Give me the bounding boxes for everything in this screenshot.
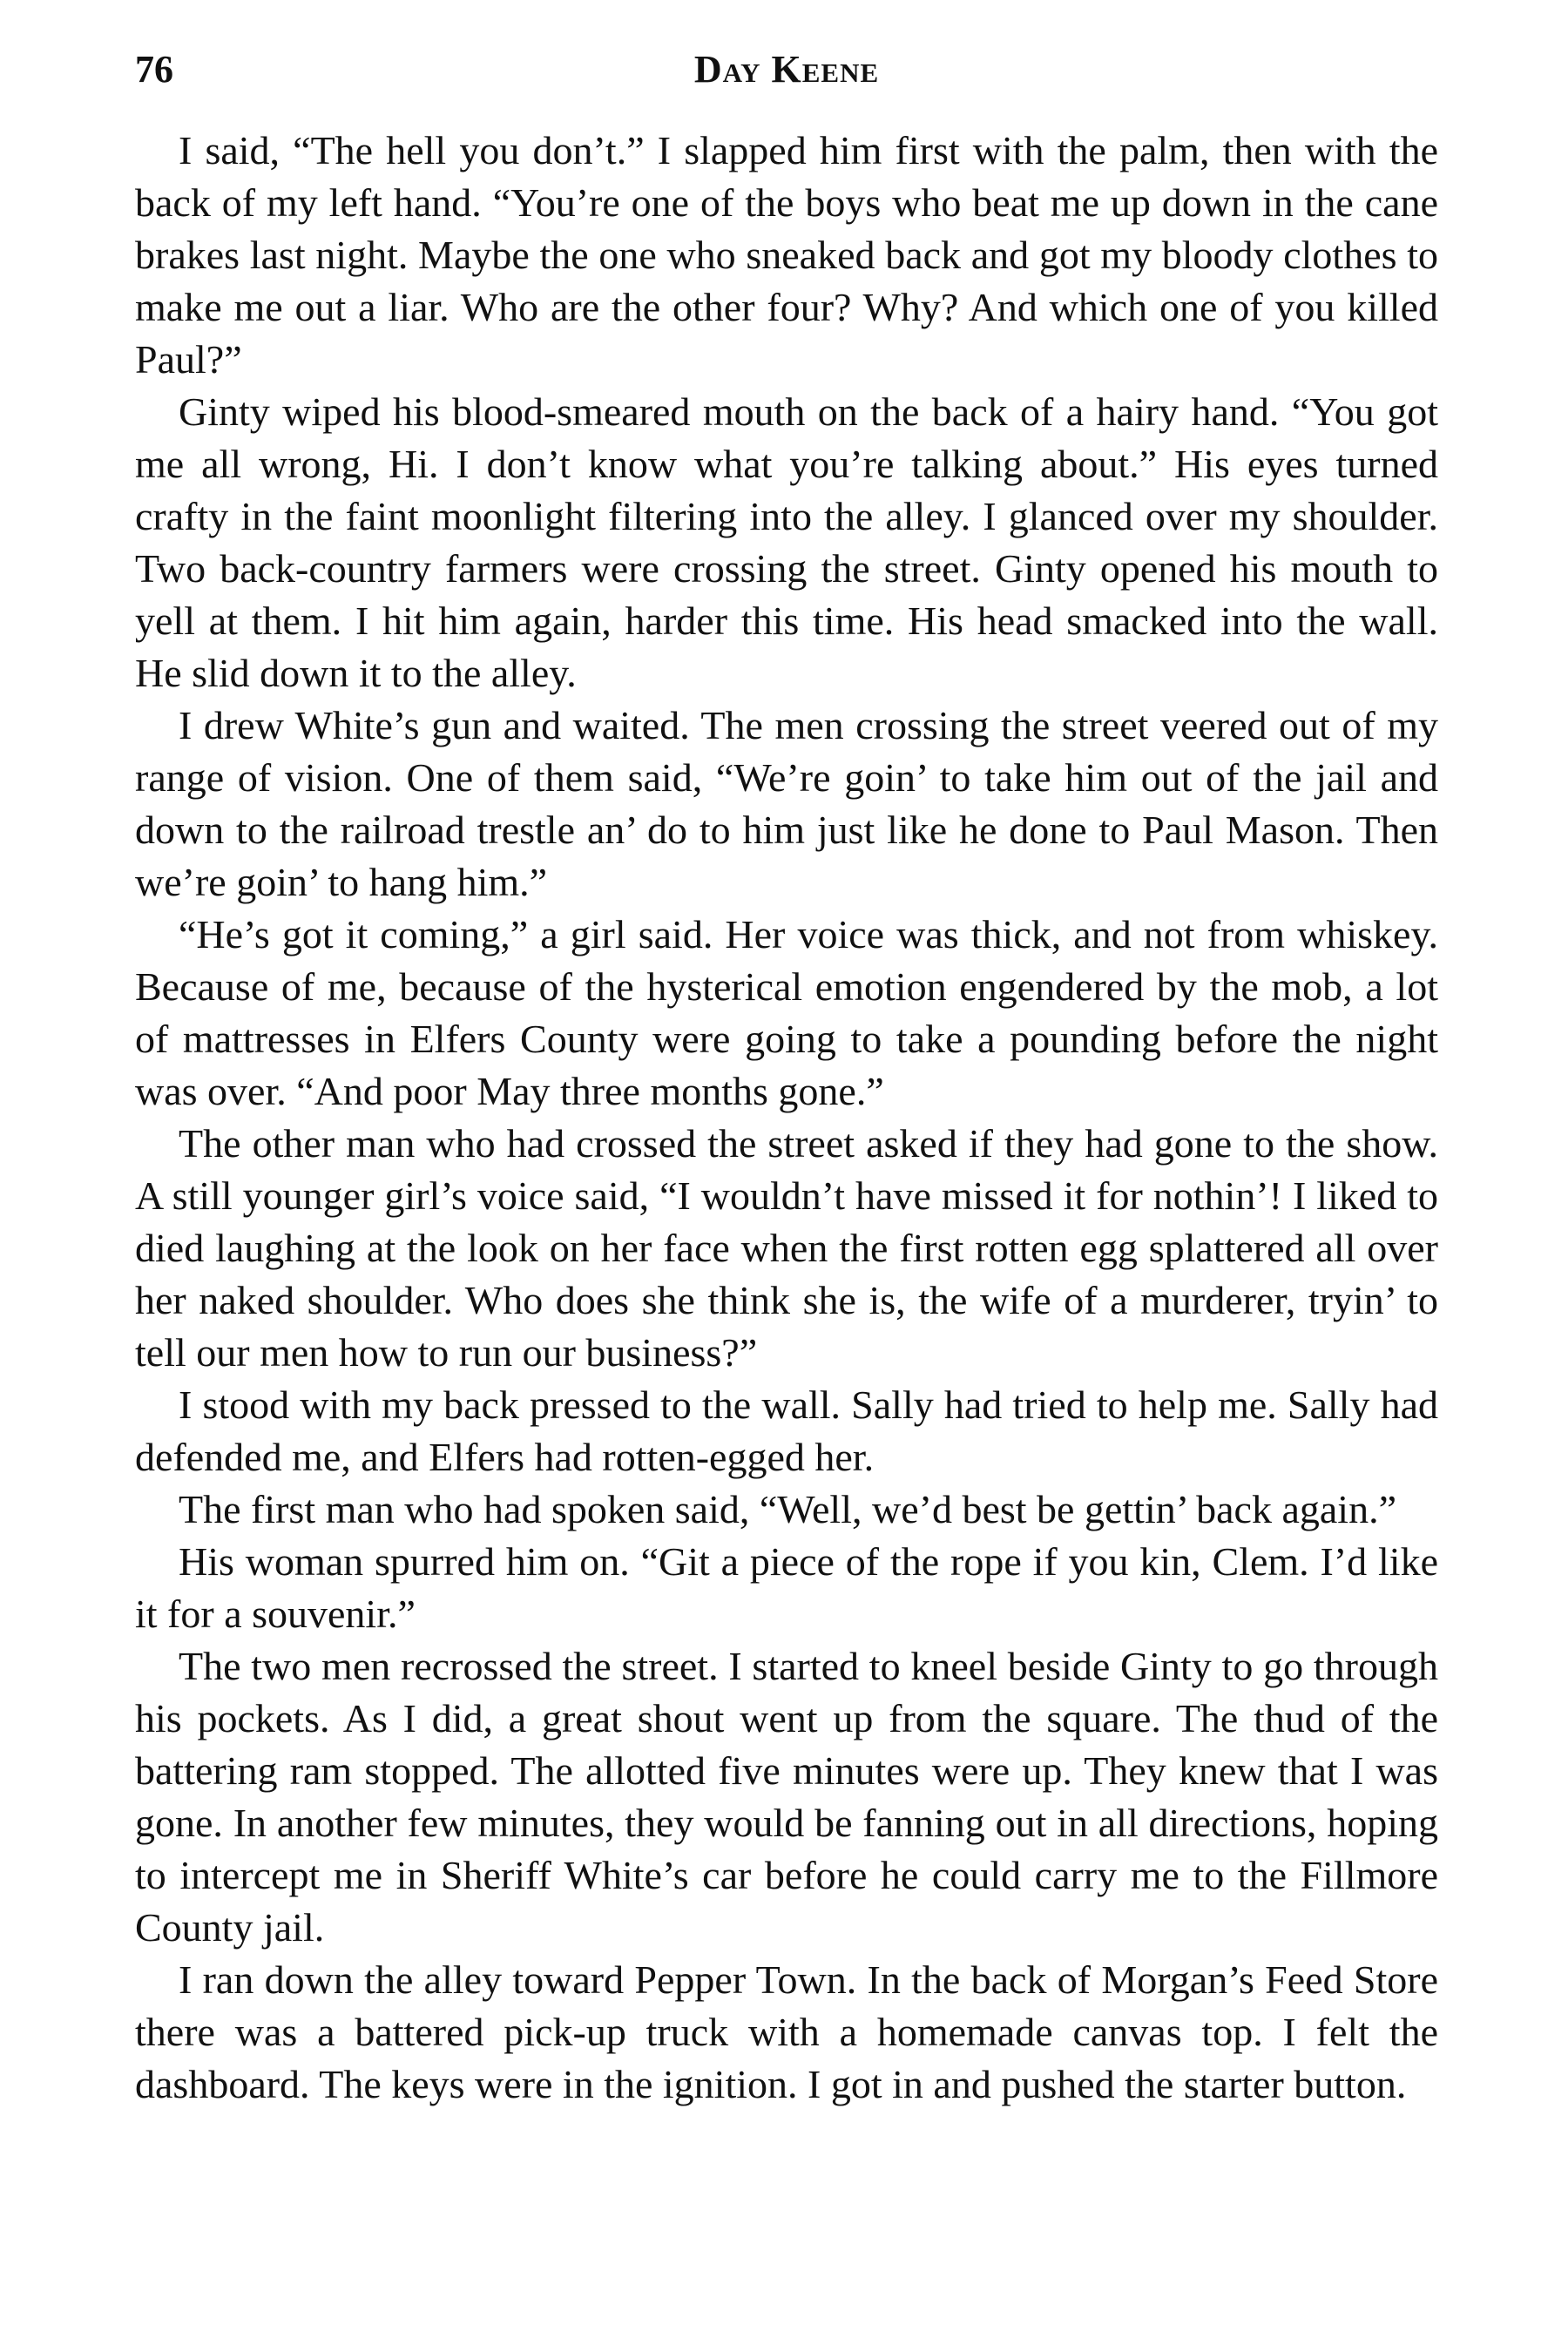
paragraph-10: I ran down the alley toward Pepper Town. In the back of Morgan’s Feed Store there was a battered pick-up truck with a homemade canvas top. I felt the dashboard. The keys were in the ignition. I got in and pushed the starter button.: [135, 1957, 1438, 2106]
paragraph-1: I said, “The hell you don’t.” I slapped him first with the palm, then with the back of my left hand. “You’re one of the boys who beat me up down in the cane brakes last night. Maybe the one who sneaked back and got my bloody clothes to make me out a liar. Who are the other four? Why? And which one of you killed Paul?”: [135, 128, 1438, 382]
paragraph-3: I drew White’s gun and waited. The men crossing the street veered out of my range of vision. One of them said, “We’re goin’ to take him out of the jail and down to the railroad trestle an’ do to him just like he done to Paul Mason. Then we’re goin’ to hang him.”: [135, 703, 1438, 904]
paragraph-5: The other man who had crossed the street asked if they had gone to the show. A still younger girl’s voice said, “I wouldn’t have missed it for nothin’! I liked to died laughing at the look on her face when the first rotten egg splattered all over her naked shoulder. Who does she think she is, the wife of a murderer, tryin’ to tell our men how to run our business?”: [135, 1121, 1438, 1375]
paragraph-7: The first man who had spoken said, “Well, we’d best be gettin’ back again.”: [179, 1487, 1396, 1531]
running-head: [135, 44, 1438, 96]
paragraph-8: His woman spurred him on. “Git a piece of the rope if you kin, Clem. I’d like it for a souvenir.”: [135, 1539, 1438, 1636]
paragraph-2: Ginty wiped his blood-smeared mouth on the back of a hairy hand. “You got me all wrong, Hi. I don’t know what you’re talking about.” His eyes turned crafty in the faint moonlight filtering into the alley. I glanced over my shoulder. Two back-country farmers were crossing the street. Ginty opened his mouth to yell at them. I hit him again, harder this time. His head smacked into the wall. He slid down it to the alley.: [135, 389, 1438, 695]
body-text: [135, 125, 1438, 2111]
paragraph-6: I stood with my back pressed to the wall. Sally had tried to help me. Sally had defended me, and Elfers had rotten-egged her.: [135, 1382, 1438, 1479]
running-title: Day Keene: [693, 48, 880, 91]
page-number: 76: [135, 48, 173, 91]
paragraph-4: “He’s got it coming,” a girl said. Her voice was thick, and not from whiskey. Because of me, because of the hysterical emotion engendered by the mob, a lot of mattresses in Elfers County were going to take a pounding before the night was over. “And poor May three months gone.”: [135, 912, 1438, 1113]
paragraph-9: The two men recrossed the street. I started to kneel beside Ginty to go through his pockets. As I did, a great shout went up from the square. The thud of the battering ram stopped. The allotted five minutes were up. They knew that I was gone. In another few minutes, they would be fanning out in all directions, hoping to intercept me in Sheriff White’s car before he could carry me to the Fillmore County jail.: [135, 1644, 1438, 1950]
